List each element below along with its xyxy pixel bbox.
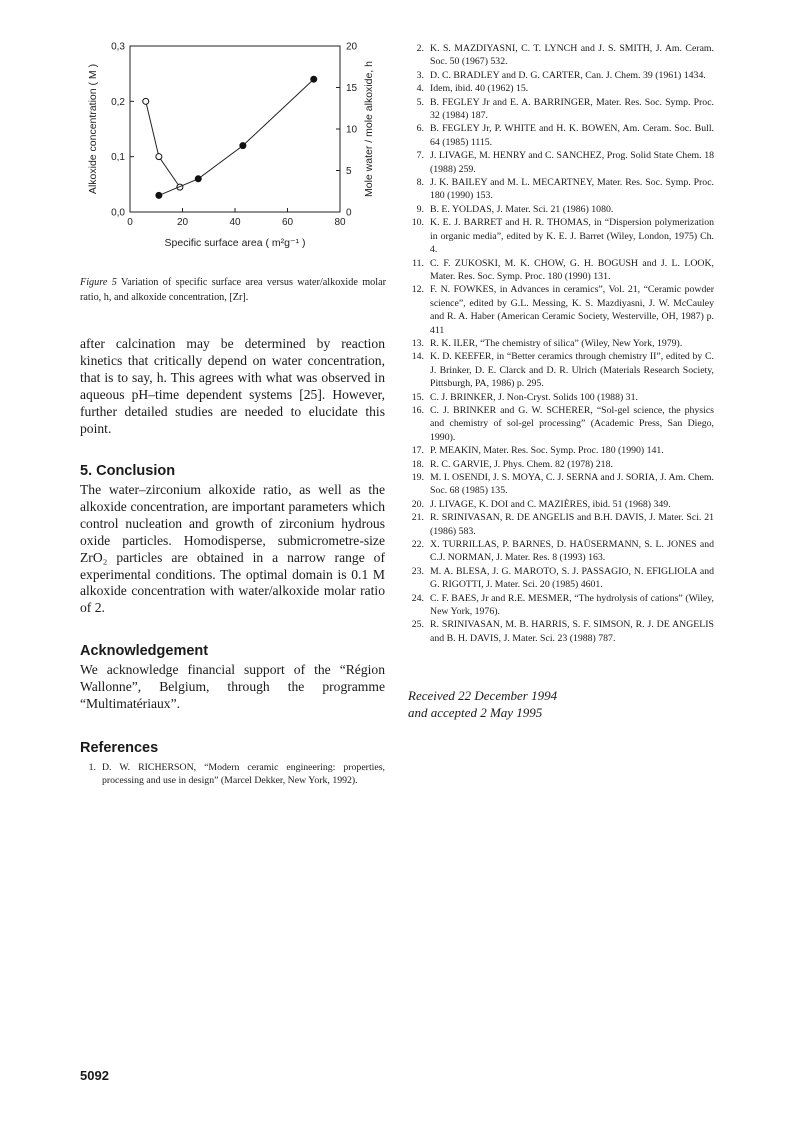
reference-item [408,592,714,619]
reference-number: 21. [411,512,424,524]
reference-item [408,404,714,444]
y-tick-label-left: 0,3 [111,41,125,53]
section-heading-conclusion: 5. Conclusion [80,463,176,479]
reference-text: C. F. BAES, Jr and R.E. MESMER, “The hydrolysis of cations” (Wiley, New York, 1976). [430,592,714,618]
figure-caption-label: Figure 5 [80,277,117,288]
received-note [408,687,557,721]
y-tick-label-left: 0,0 [111,207,125,219]
y-tick-label-left: 0,1 [111,152,125,164]
data-point-water-ratio [311,76,317,82]
reference-text: F. N. FOWKES, in Advances in ceramics”, Vol. 21, “Ceramic powder science”, edited by G.L. Messing, K. S. Mazdiyasni, J. W. McCauley and R. A. Haber (American Ceramic Society, Westerville, OH, 1987) p. 411 [430,284,714,336]
reference-number: 17. [411,445,424,457]
reference-number: 4. [416,83,424,95]
reference-text: J. LIVAGE, K. DOI and C. MAZIÈRES, ibid. 51 (1968) 349. [430,498,671,510]
reference-number: 14. [411,351,424,363]
figure-caption [80,276,386,306]
reference-item [408,538,714,565]
y-tick-label-right: 0 [346,207,352,219]
reference-text: P. MEAKIN, Mater. Res. Soc. Symp. Proc. 180 (1990) 141. [430,445,664,457]
reference-list-right [408,42,714,645]
x-tick-label: 0 [127,217,133,228]
reference-number: 12. [411,284,424,296]
data-point-water-ratio [195,176,201,182]
y-tick-label-right: 15 [346,83,358,94]
reference-text: C. F. ZUKOSKI, M. K. CHOW, G. H. BOGUSH and J. L. LOOK, Mater. Res. Soc. Symp. Proc. 180 (1990) 131. [430,257,714,282]
received-date: Received 22 December 1994 [408,688,558,703]
x-tick-label: 80 [334,217,346,228]
reference-number: 15. [411,391,424,403]
reference-number: 2. [416,43,424,54]
data-point-alkoxide [156,154,162,160]
plot-frame [130,46,340,212]
x-axis-label: Specific surface area ( m²g⁻¹ ) [164,237,306,249]
x-tick-label: 40 [229,217,241,228]
paragraph-acknowledgement: We acknowledge financial support of the “Région Wallonne”, Belgium, through the programme “Multimatériaux”. [80,662,385,711]
reference-item [408,511,714,538]
reference-number: 6. [416,123,424,135]
reference-number: 10. [411,217,424,229]
reference-text: C. J. BRINKER and G. W. SCHERER, “Sol-gel science, the physics and chemistry of sol-gel processing” (Academic Press, San Diego, 1990). [430,404,714,443]
reference-text: B. FEGLEY Jr and E. A. BARRINGER, Mater. Res. Soc. Symp. Proc. 32 (1984) 187. [430,96,714,122]
reference-text: J. LIVAGE, M. HENRY and C. SANCHEZ, Prog. Solid State Chem. 18 (1988) 259. [430,150,714,175]
reference-item [408,283,714,337]
y-axis-label-left: Alkoxide concentration ( M ) [87,63,99,195]
data-point-water-ratio [240,143,246,149]
reference-item [408,458,714,471]
reference-number: 19. [411,472,424,483]
reference-list-left [80,761,385,788]
reference-text: R. SRINIVASAN, M. B. HARRIS, S. F. SIMSON, R. J. DE ANGELIS and B. H. DAVIS, J. Mater. Sci. 23 (1988) 787. [430,619,714,644]
reference-item [408,498,714,511]
reference-text: K. S. MAZDIYASNI, C. T. LYNCH and J. S. SMITH, J. Am. Ceram. Soc. 50 (1967) 532. [430,43,714,68]
reference-item [408,203,714,216]
reference-number: 22. [411,539,424,551]
reference-text: D. W. RICHERSON, “Modern ceramic engineering: properties, processing and use in design” (Marcel Dekker, New York, 1992). [102,762,385,787]
data-point-alkoxide [143,98,149,104]
reference-item [408,42,714,69]
reference-item [408,216,714,256]
reference-number: 25. [411,619,424,631]
reference-item [408,444,714,457]
reference-item [408,257,714,284]
reference-number: 9. [416,203,424,215]
reference-number: 1. [88,762,96,773]
reference-number: 7. [416,150,424,162]
y-tick-label-right: 5 [346,166,352,177]
figure-caption-text: Variation of specific surface area versus water/alkoxide molar ratio, h, and alkoxide concentration, [Zr]. [80,277,386,303]
figure-5-chart [78,30,388,270]
reference-text: B. E. YOLDAS, J. Mater. Sci. 21 (1986) 1080. [430,203,614,215]
reference-item [408,565,714,592]
reference-text: K. D. KEEFER, in “Better ceramics through chemistry II”, edited by C. J. Brinker, D. E. Clarck and D. R. Ulrich (Materials Research Society, Pittsburgh, PA, 1986) p. 295. [430,351,714,390]
section-heading-acknowledgement: Acknowledgement [80,643,209,659]
reference-text: X. TURRILLAS, P. BARNES, D. HAÜSERMANN, S. L. JONES and C.J. NORMAN, J. Mater. Res. 8 (1993) 163. [430,539,714,564]
reference-text: Idem, ibid. 40 (1962) 15. [430,83,529,95]
reference-number: 11. [412,257,424,269]
series-line [146,101,180,187]
reference-text: C. J. BRINKER, J. Non-Cryst. Solids 100 (1988) 31. [430,391,638,403]
reference-item [408,176,714,203]
reference-text: R. K. ILER, “The chemistry of silica” (Wiley, New York, 1979). [430,337,683,349]
y-axis-label-right: Mole water / mole alkoxide, h [363,61,375,197]
paragraph-conclusion: The water–zirconium alkoxide ratio, as well as the alkoxide concentration, are important parameters which control nucleation and growth of zirconium hydrous oxide particles. Homodisperse, submicrometre-size ZrO₂ particles are obtained in a narrow range of experimental conditions. The optimal domain is 0.1 M alkoxide concentration with water/alkoxide molar ratio of 2. [80,482,385,616]
reference-number: 3. [416,69,424,81]
reference-number: 24. [411,592,424,604]
reference-number: 18. [411,458,424,470]
page-number: 5092 [80,1068,109,1083]
reference-item [408,350,714,390]
reference-item [408,391,714,404]
reference-number: 23. [411,565,424,577]
reference-item [408,82,714,95]
x-tick-label: 20 [176,217,189,228]
reference-item [80,761,385,788]
reference-item [408,96,714,123]
reference-item [408,471,714,498]
reference-text: M. I. OSENDI, J. S. MOYA, C. J. SERNA and J. SORIA, J. Am. Chem. Soc. 68 (1985) 135. [430,472,714,497]
y-tick-label-right: 20 [346,41,358,53]
reference-number: 16. [411,404,424,416]
reference-text: J. K. BAILEY and M. L. MECARTNEY, Mater. Res. Soc. Symp. Proc. 180 (1990) 153. [430,177,714,202]
reference-number: 5. [416,96,424,108]
x-tick-label: 60 [281,217,294,228]
reference-item [408,149,714,176]
series-line [159,79,314,195]
reference-text: D. C. BRADLEY and D. G. CARTER, Can. J. Chem. 39 (1961) 1434. [430,69,706,81]
reference-item [408,69,714,82]
reference-number: 13. [411,337,424,349]
reference-number: 20. [411,498,424,510]
reference-text: M. A. BLESA, J. G. MAROTO, S. J. PASSAGIO, N. EFIGLIOLA and G. RIGOTTI, J. Mater. Sci. 20 (1985) 4601. [430,565,714,591]
accepted-date: and accepted 2 May 1995 [408,705,543,720]
reference-text: K. E. J. BARRET and H. R. THOMAS, in “Dispersion polymerization in organic media”, edited by K. E. J. Barret (Wiley, London, 1975) Ch. 4. [430,217,714,256]
data-point-water-ratio [156,192,162,198]
paragraph-continuation: after calcination may be determined by reaction kinetics that critically depend on water concentration, that is to say, h. This agrees with what was observed in aqueous pH–time dependent systems [25]. However, further detailed studies are needed to elucidate this point. [80,336,385,436]
reference-item [408,122,714,149]
y-tick-label-right: 10 [346,124,358,136]
reference-item [408,337,714,350]
reference-item [408,618,714,645]
reference-number: 8. [416,177,424,189]
section-heading-references: References [80,740,159,756]
y-tick-label-left: 0,2 [111,96,125,108]
reference-text: B. FEGLEY Jr, P. WHITE and H. K. BOWEN, Am. Ceram. Soc. Bull. 64 (1985) 1115. [430,123,714,148]
reference-text: R. C. GARVIE, J. Phys. Chem. 82 (1978) 218. [430,458,613,470]
reference-text: R. SRINIVASAN, R. DE ANGELIS and B.H. DAVIS, J. Mater. Sci. 21 (1986) 583. [430,512,714,537]
